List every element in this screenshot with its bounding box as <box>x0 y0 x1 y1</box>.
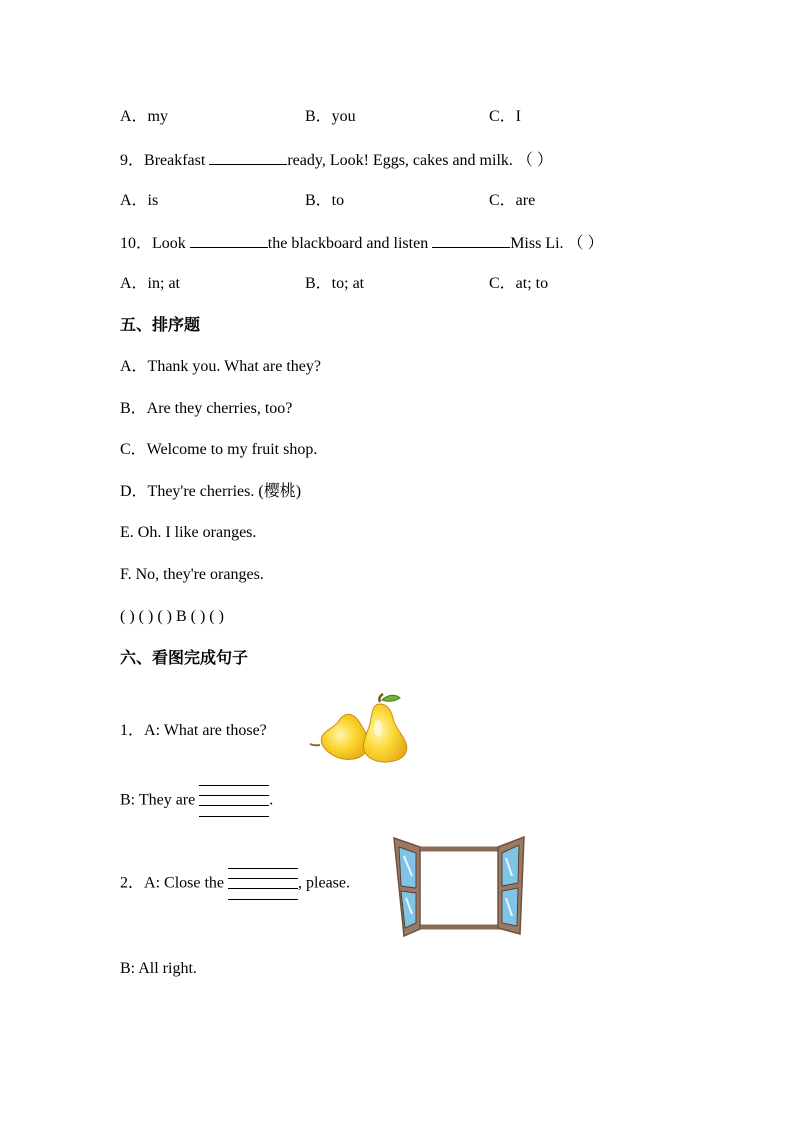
q9-option-b: B．to <box>305 192 345 209</box>
q8-option-c: C．I <box>489 108 522 125</box>
section-5-item-d: D．They're cherries. (樱桃) <box>120 483 302 500</box>
s6-question-1 <box>120 721 267 741</box>
section-5-item-f: F. No, they're oranges. <box>120 566 264 583</box>
question-10 <box>120 232 604 254</box>
q9-number: 9． <box>120 152 145 169</box>
q10-blank-1[interactable] <box>190 232 268 248</box>
order-slot-2[interactable]: ( ) <box>138 608 154 625</box>
s6-q2-pre: A: Close the <box>144 874 225 892</box>
s6-answer-1 <box>120 784 273 818</box>
question-9 <box>120 149 553 171</box>
q9-pre: Breakfast <box>144 152 210 169</box>
q10-mid: the blackboard and listen <box>267 235 433 252</box>
s6-a1-post: . <box>269 791 274 809</box>
s6-q2-blank[interactable] <box>228 867 298 901</box>
q9-answer-paren[interactable]: （ ） <box>516 152 553 169</box>
section-5-title: 五、排序题 <box>120 315 201 334</box>
s6-question-2 <box>120 867 350 901</box>
s6-q2-post: , please. <box>298 874 350 892</box>
s6-q1-text: A: What are those? <box>144 722 267 739</box>
q9-post: ready, Look! Eggs, cakes and milk. <box>287 152 513 169</box>
q10-number: 10． <box>120 235 153 252</box>
q10-blank-2[interactable] <box>432 232 510 248</box>
s6-q2-number: 2． <box>120 874 145 892</box>
q10-answer-paren[interactable]: （ ） <box>567 235 604 252</box>
order-slot-4[interactable]: ( ) <box>190 608 206 625</box>
order-fixed-b: B <box>175 608 187 625</box>
q9-option-c: C．are <box>489 192 536 209</box>
q9-option-a: A．is <box>120 192 159 209</box>
s6-answer-2: B: All right. <box>120 960 197 977</box>
section-6-title: 六、看图完成句子 <box>120 648 249 667</box>
order-slot-3[interactable]: ( ) <box>157 608 172 625</box>
q10-pre: Look <box>152 235 190 252</box>
order-slot-1[interactable]: ( ) <box>120 608 135 625</box>
q10-option-b: B．to; at <box>305 275 365 292</box>
s6-q1-number: 1． <box>120 722 145 739</box>
section-5-item-b: B．Are they cherries, too? <box>120 400 293 417</box>
q10-option-c: C．at; to <box>489 275 549 292</box>
pear-icon <box>308 692 410 764</box>
window-icon <box>390 836 528 938</box>
q10-post: Miss Li. <box>510 235 564 252</box>
q10-option-a: A．in; at <box>120 275 180 292</box>
section-5-answer-row <box>120 607 224 627</box>
s6-a1-blank[interactable] <box>199 784 269 818</box>
s6-a1-pre: B: They are <box>120 791 196 809</box>
q8-option-b: B．you <box>305 108 356 125</box>
order-slot-5[interactable]: ( ) <box>209 608 224 625</box>
section-5-item-c: C．Welcome to my fruit shop. <box>120 441 318 458</box>
section-5-item-a: A．Thank you. What are they? <box>120 358 321 375</box>
q8-option-a: A．my <box>120 108 169 125</box>
section-5-item-e: E. Oh. I like oranges. <box>120 524 257 541</box>
q9-blank[interactable] <box>209 149 287 165</box>
